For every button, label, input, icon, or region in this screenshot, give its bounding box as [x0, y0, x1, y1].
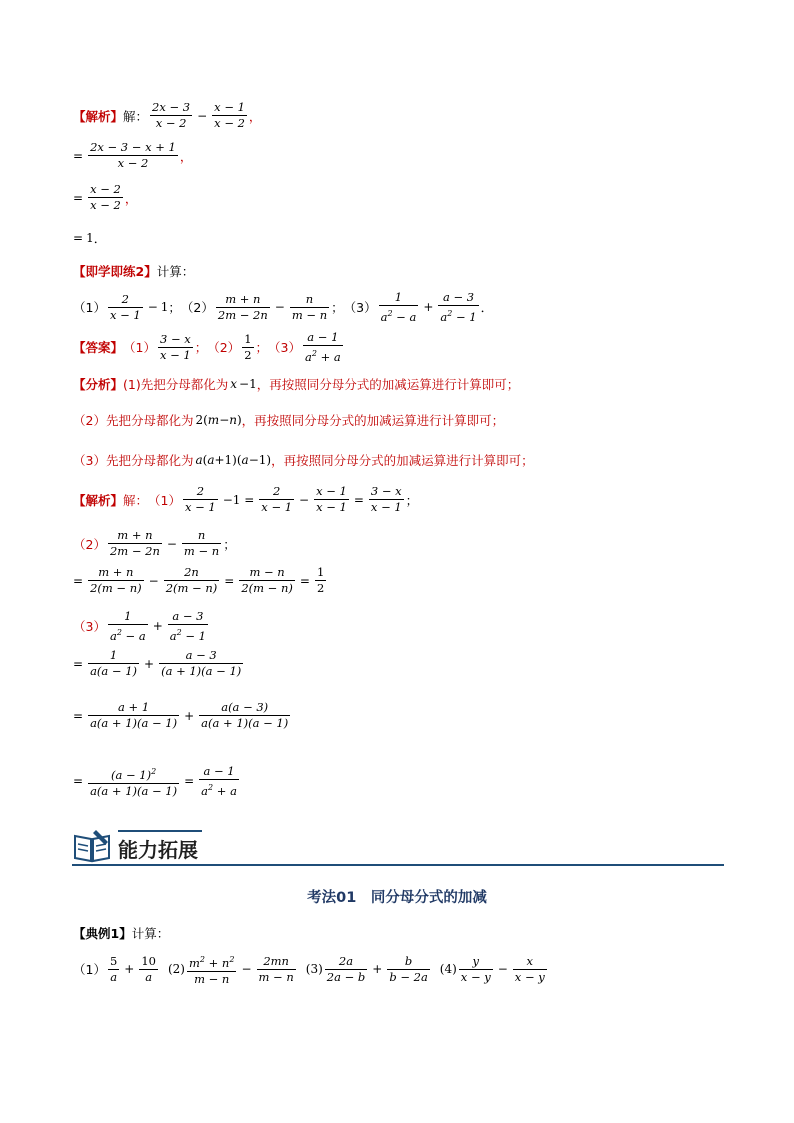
solution-line-1: 【解析】 解： 2x − 3 x − 2 − x − 1 x − 2 ， — [73, 100, 262, 130]
section-title: 能力拓展 — [118, 838, 198, 862]
item-label: （2） — [180, 300, 214, 316]
detail-line-5: = 1 a(a − 1) + a − 3 (a + 1)(a − 1) — [73, 648, 242, 678]
item-label: （3） — [268, 340, 301, 356]
fraction: x − 2 x − 2 — [90, 182, 121, 212]
detail-line-4: （3） 1 $a^2 - a$ + a − 3 $a^2 - 1$ — [73, 609, 206, 643]
example-problems: （1） 5 a + 10 a (2) $m^2 + n^2$ m − n − 2mn m − n (3) 2a 2a − b + b b − 2a (4) y x − y − x x − y — [73, 953, 545, 986]
solution-line-3: = x − 2 x − 2 ， — [73, 182, 138, 212]
item-label: （1） — [73, 300, 106, 316]
detail-line-3: = m + n 2(m − n) − 2n 2(m − n) = m − n 2(m − n) = 1 2 — [73, 565, 325, 595]
detail-line-2: （2） m + n 2m − 2n − n m − n ； — [73, 528, 236, 558]
jisuan-label: 计算： — [156, 264, 195, 279]
jiexi-label: 【解析】 — [73, 108, 124, 124]
item-label: （1） — [123, 340, 156, 356]
detail-line-7: = $(a - 1)^2$ a(a + 1)(a − 1) = a − 1 $a^2 + a$ — [73, 764, 237, 798]
item-label: （2） — [207, 340, 241, 356]
fraction: 2x − 3 x − 2 — [152, 100, 191, 130]
analysis-line-1: 【分析】 (1) 先把分母都化为 x −1 ，再按照同分母分式的加减运算进行计算即可； — [73, 376, 520, 392]
fraction: 2x − 3 − x + 1 x − 2 — [90, 140, 176, 170]
detail-line-1: 【解析】 解： （1） 2 x − 1 −1 = 2 x − 1 − x − 1 x − 1 = 3 − x x − 1 ； — [73, 484, 419, 514]
jixue-label: 【即学即练2】 — [73, 264, 157, 279]
detail-line-6: = a + 1 a(a + 1)(a − 1) + a(a − 3) a(a + 1)(a − 1) — [73, 700, 289, 730]
fraction: n m − n — [291, 291, 328, 322]
item-label: （3） — [343, 300, 377, 316]
header-overline — [118, 830, 202, 832]
section-rule — [72, 864, 724, 866]
analysis-line-2: （2） 先把分母都化为 2( m − n ) ，再按照同分母分式的加减运算进行计算即可； — [73, 413, 505, 428]
fraction: 2 x − 1 — [109, 291, 141, 322]
fraction: 1 $a^2 - a$ — [380, 290, 417, 324]
method-title: 考法01 同分母分式的加减 — [307, 890, 487, 906]
fraction: m + n 2m − 2n — [217, 291, 268, 322]
fraction: x − 1 x − 2 — [214, 100, 245, 130]
jie-label: 解： — [123, 108, 149, 124]
dianli-label: 【典例1】 — [73, 926, 132, 941]
fraction: 3 − x x − 1 — [159, 331, 191, 362]
answer-line: 【答案】 （1） 3 − x x − 1 ； （2） 1 2 ； （3） a − 1 $a^2 + a$ — [73, 330, 341, 364]
fraction: a − 1 $a^2 + a$ — [304, 330, 341, 364]
solution-line-4: = 1 ． — [73, 231, 107, 246]
book-icon — [72, 828, 112, 864]
practice-problems: （1） 2 x − 1 − 1 ； （2） m + n 2m − 2n − n m − n ； （3） 1 $a^2 - a$ + a − 3 $a^2 - 1$ ． — [73, 290, 494, 324]
solution-line-2: = 2x − 3 − x + 1 x − 2 ， — [73, 140, 193, 170]
section-header — [72, 826, 724, 866]
fraction: 1 2 — [244, 331, 252, 362]
daan-label: 【答案】 — [73, 340, 124, 356]
example-heading: 【典例1】 计算： — [73, 926, 170, 941]
analysis-line-3: （3） 先把分母都化为 a ( a +1)( a −1) ，再按照同分母分式的加减运算进行计算即可； — [73, 453, 534, 468]
practice-heading — [73, 262, 194, 280]
fenxi-label: 【分析】 — [73, 377, 124, 392]
fraction: a − 3 $a^2 - 1$ — [440, 290, 477, 324]
